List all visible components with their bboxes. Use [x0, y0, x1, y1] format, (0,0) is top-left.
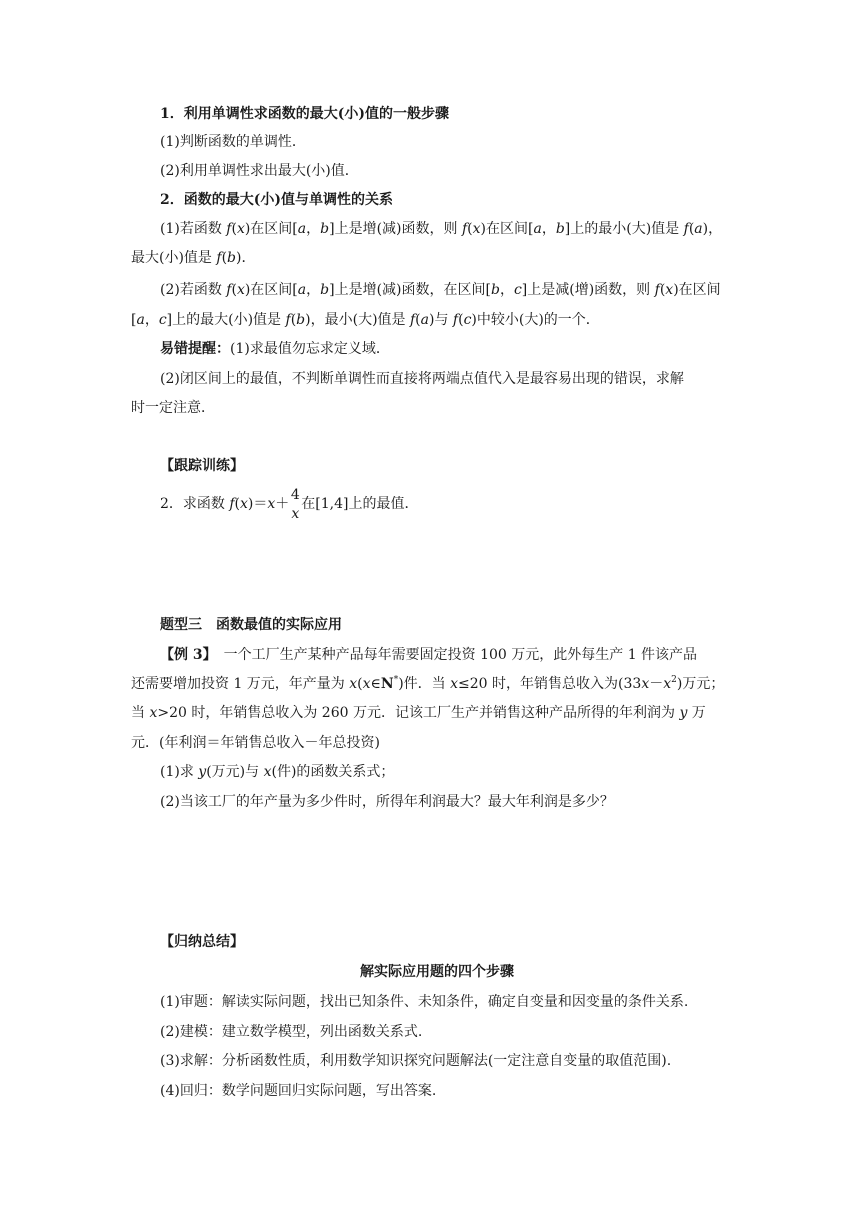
type3-heading: 题型三 函数最值的实际应用 — [160, 617, 342, 633]
section1-heading: 1．利用单调性求函数的最大(小)值的一般步骤 — [160, 106, 449, 122]
section1-step2: (2)利用单调性求出最大(小)值． — [160, 163, 359, 179]
example3-line4: 元．(年利润＝年销售总收入－年总投资) — [131, 735, 380, 751]
warning-line2: (2)闭区间上的最值，不判断单调性而直接将两端点值代入是最容易出现的错误，求解 — [160, 371, 684, 387]
example3-question1: (1)求 y(万元)与 x(件)的函数关系式； — [160, 764, 395, 780]
warning-line3: 时一定注意． — [131, 400, 215, 416]
example3-line2: 还需要增加投资 1 万元，年产量为 x(x∈N*)件．当 x≤20 时，年销售总收入为$(33x-x^2)$万元； — [131, 675, 725, 692]
section2-paragraph1-line2: 最大(小)值是 f(b)． — [131, 250, 256, 266]
summary-step1: (1)审题：解读实际问题，找出已知条件、未知条件，确定自变量和因变量的条件关系. — [160, 994, 689, 1010]
section2-heading: 2．函数的最大(小)值与单调性的关系 — [160, 192, 393, 208]
warning-line1: 易错提醒：(1)求最值勿忘求定义域． — [160, 341, 390, 357]
fraction-4-over-x: 4 x — [290, 487, 300, 522]
summary-step4: (4)回归：数学问题回归实际问题，写出答案. — [160, 1083, 437, 1099]
warning-label: 易错提醒： — [160, 341, 230, 357]
section2-paragraph2-line1: (2)若函数 f(x)在区间[a，b]上是增(减)函数，在区间[b，c]上是减(增)函数，则 f(x)在区间 — [160, 282, 721, 298]
summary-step2: (2)建模：建立数学模型，列出函数关系式. — [160, 1024, 423, 1040]
example3-line1: 【例 3】 一个工厂生产某种产品每年需要固定投资 100 万元，此外每生产 1 件该产品 — [160, 647, 698, 663]
practice-question: 2．求函数 f(x)＝x＋ 4 x 在[1,4]上的最值． — [160, 487, 419, 522]
summary-step3: (3)求解：分析函数性质，利用数学知识探究问题解法(一定注意自变量的取值范围). — [160, 1053, 672, 1069]
section2-paragraph2-line2: [a，c]上的最大(小)值是 f(b)，最小(大)值是 f(a)与 f(c)中较小(大)的一个． — [131, 312, 600, 328]
section1-step1: (1)判断函数的单调性． — [160, 134, 306, 150]
example3-label: 【例 3】 — [160, 647, 210, 663]
summary-heading: 【归纳总结】 — [160, 934, 244, 950]
practice-heading: 【跟踪训练】 — [160, 458, 244, 474]
example3-line3: 当 x>20 时，年销售总收入为 260 万元．记该工厂生产并销售这种产品所得的年利润为 y 万 — [131, 705, 706, 721]
section2-paragraph1-line1: (1)若函数 f(x)在区间[a，b]上是增(减)函数，则 f(x)在区间[a，b]上的最小(大)值是 f(a)， — [160, 221, 723, 237]
summary-title: 解实际应用题的四个步骤 — [360, 964, 514, 980]
example3-question2: (2)当该工厂的年产量为多少件时，所得年利润最大？最大年利润是多少？ — [160, 794, 614, 810]
